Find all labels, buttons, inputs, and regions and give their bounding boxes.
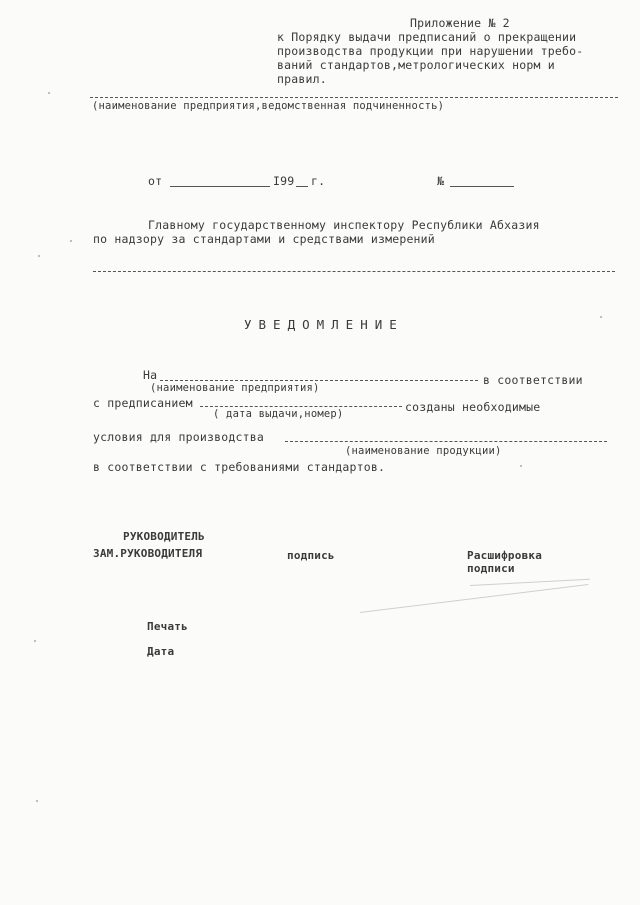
appendix-number: Приложение № 2 (410, 16, 510, 30)
header-line-1: к Порядку выдачи предписаний о прекращении (277, 30, 577, 44)
date-field-line (170, 186, 270, 187)
signature-head: РУКОВОДИТЕЛЬ (123, 530, 205, 543)
date-label: Дата (147, 645, 175, 658)
number-field-line (450, 186, 514, 187)
year-field-line (296, 186, 308, 187)
header-line-3: ваний стандартов,метрологических норм и (277, 58, 555, 72)
product-field-line (285, 441, 607, 442)
prescription-field-line (200, 406, 402, 407)
addressee-field-line (93, 271, 615, 272)
enterprise-name-field-line (160, 380, 478, 381)
enterprise-caption: (наименование предприятия,ведомственная подчиненность) (92, 100, 445, 112)
caption-date: ( дата выдачи,номер) (213, 408, 344, 420)
body-created: созданы необходимые (405, 400, 541, 414)
document-title: УВЕДОМЛЕНИЕ (244, 317, 404, 332)
scan-speck (70, 240, 72, 242)
scan-speck (36, 800, 38, 802)
signature-decoding-2: подписи (467, 562, 515, 575)
signature-label: подпись (287, 549, 335, 562)
caption-enterprise: (наименование предприятия) (150, 382, 320, 394)
body-final: в соответствии с требованиями стандартов. (93, 460, 386, 474)
body-na: На (143, 368, 158, 382)
signature-deputy: ЗАМ.РУКОВОДИТЕЛЯ (93, 547, 203, 560)
scan-speck (600, 316, 602, 318)
addressee-line-1: Главному государственному инспектору Республики Абхазия (148, 218, 540, 232)
scan-speck (34, 640, 36, 642)
year-suffix: г. (311, 174, 326, 188)
scan-speck (38, 255, 40, 257)
enterprise-field-line (90, 97, 618, 98)
body-prescription: с предписанием (93, 396, 193, 410)
body-in-accordance: в соответствии (483, 373, 583, 387)
year-label: I99 (273, 174, 295, 188)
addressee-line-2: по надзору за стандартами и средствами измерений (93, 232, 435, 246)
header-line-2: производства продукции при нарушении требо- (277, 44, 584, 58)
scan-smudge (360, 584, 588, 613)
caption-product: (наименование продукции) (345, 445, 502, 457)
date-from-label: от (148, 174, 163, 188)
number-sign: № (437, 174, 445, 188)
seal-label: Печать (147, 620, 188, 633)
scan-speck (520, 465, 522, 467)
body-conditions: условия для производства (93, 430, 264, 444)
header-line-4: правил. (277, 72, 327, 86)
scan-speck (48, 92, 50, 94)
signature-decoding-1: Расшифровка (467, 549, 543, 562)
